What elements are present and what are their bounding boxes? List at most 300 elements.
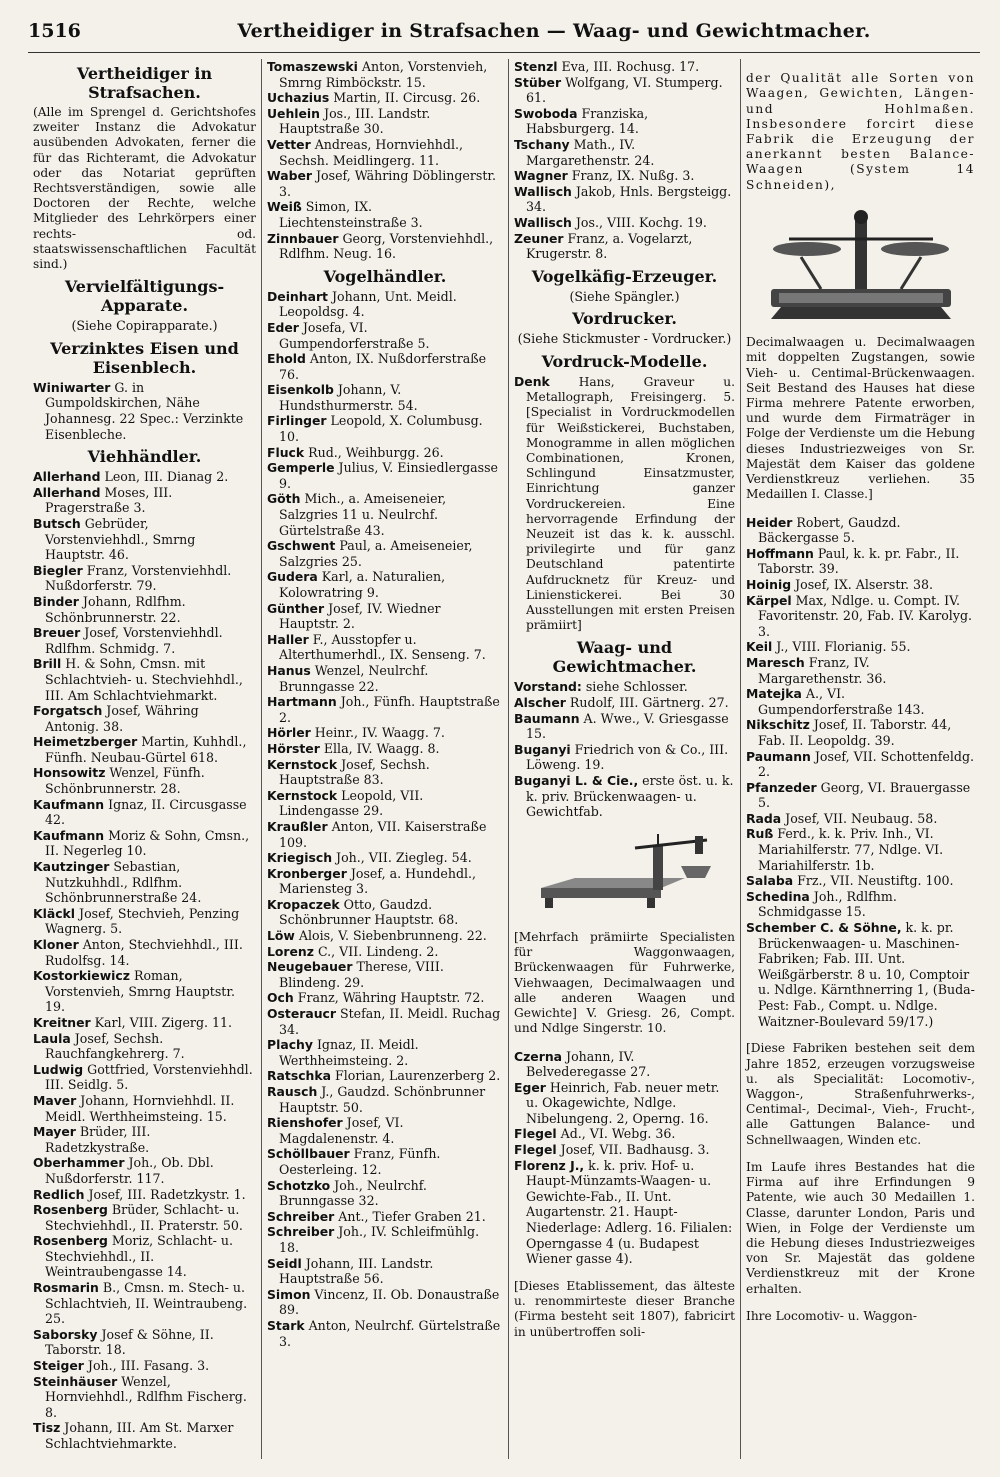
- list-item: [267, 289, 503, 320]
- entry-list: [746, 515, 975, 1030]
- entry-name: Alscher: [514, 694, 566, 710]
- entry-text: Ant., Tiefer Graben 21.: [334, 1208, 486, 1224]
- entry-name: Rosmarin: [33, 1280, 99, 1296]
- entry-name: Flegel: [514, 1126, 557, 1142]
- entry-name: Kautzinger: [33, 859, 110, 875]
- entry-name: Eisenkolb: [267, 382, 334, 398]
- balance-scale-icon: [761, 205, 961, 323]
- list-item: [267, 351, 503, 382]
- entry-text: C., VII. Lindeng. 2.: [313, 943, 439, 959]
- list-item: [33, 765, 256, 796]
- entry-name: Steinhäuser: [33, 1373, 118, 1389]
- list-item: [33, 516, 256, 563]
- entry-name: Flegel: [514, 1142, 557, 1158]
- section-heading: Vordrucker.: [572, 309, 677, 329]
- list-item: [33, 734, 256, 765]
- entry-name: Butsch: [33, 515, 81, 531]
- entry-name: Kernstock: [267, 756, 338, 772]
- list-item: [267, 90, 503, 106]
- list-item: [33, 380, 256, 442]
- entry-name: Florenz J.,: [514, 1157, 585, 1173]
- entry-text: Vincenz, II. Ob. Donaustraße 89.: [279, 1286, 500, 1318]
- entry-name: Simon: [267, 1286, 311, 1302]
- advertisement-text: [Dieses Etablissement, das älteste u. renommirteste dieser Branche (Firma besteht seit 1807), fabricirt in unübertroffen soli-: [514, 1279, 735, 1339]
- entry-name: Günther: [267, 600, 325, 616]
- entry-text: Franz, IV. Margarethenstr. 36.: [758, 654, 887, 686]
- column-1: [28, 59, 262, 1459]
- list-item: [267, 788, 503, 819]
- entry-name: Wallisch: [514, 183, 572, 199]
- entry-name: Mayer: [33, 1124, 76, 1140]
- entry-text: Andreas, Hornviehhdl., Sechsh. Meidlingerg. 11.: [279, 136, 464, 168]
- columns: [28, 59, 980, 1459]
- entry-text: Leopold, X. Columbusg. 10.: [279, 413, 483, 445]
- cross-reference: (Siehe Copirapparate.): [71, 318, 218, 334]
- entry-text: Max, Ndlge. u. Compt. IV. Favoritenstr. 20, Fab. IV. Karolyg. 3.: [758, 592, 973, 639]
- entry-text: J., VIII. Florianig. 55.: [772, 639, 911, 655]
- list-item: [267, 928, 503, 944]
- entry-name: Buganyi L. & Cie.,: [514, 772, 639, 788]
- entry-name: Gudera: [267, 569, 318, 585]
- entry-text: Paul, k. k. pr. Fabr., II. Taborstr. 39.: [758, 545, 960, 577]
- section-description: (Alle im Sprengel d. Gerichtshofes zweiter Instanz die Advokatur ausübenden Advokaten, ferner die für das Richteramt, die Advokatur oder das Notariat geprüften Rechtsverständigen, sowie alle Doctoren der Rechte, welche Mitglieder des Lehrkörpers einer rechts- od. staatswissenschaftlichen Facultät sind.): [33, 105, 256, 272]
- entry-text: A., VI. Gumpendorferstraße 143.: [758, 686, 925, 717]
- entry-text: Friedrich von & Co., III. Löweng. 19.: [526, 741, 729, 773]
- entry-text: Julius, V. Einsiedlergasse 9.: [279, 460, 499, 491]
- list-item: [267, 1287, 503, 1318]
- entry-text: Brüder, III. Radetzkystraße.: [45, 1124, 151, 1155]
- entry-text: Hans, Graveur u. Metallograph, Freisingerg. 5. [Specialist in Vordruckmodellen für Weißstickerei, Buchstaben, Monogramme in allen möglichen Combinationen, Kronen, Schlingund Einsatzmuster, Einrichtung ganzer Vordruckereien. Eine hervorragende Erfindung der Neuzeit ist das k. k. ausschl. privilegirte und für ganz Deutschland patentirte Aufdrucknetz für Kreuz- und Linienstickerei. Bei 30 Ausstellungen mit ersten Preisen prämiirt]: [526, 374, 735, 633]
- entry-name: Maresch: [746, 654, 805, 670]
- list-item: [33, 1374, 256, 1421]
- list-item: [267, 320, 503, 351]
- entry-name: Rausch: [267, 1084, 318, 1099]
- entry-list: [33, 469, 256, 1451]
- entry-name: Maver: [33, 1092, 77, 1108]
- entry-name: Heider: [746, 514, 793, 530]
- entry-text: Josef, Stechvieh, Penzing Wagnerg. 5.: [45, 905, 240, 937]
- entry-name: Hoffmann: [746, 545, 814, 561]
- entry-name: Kloner: [33, 937, 79, 953]
- list-item: [746, 780, 975, 811]
- entry-text: Franz, Währing Hauptstr. 72.: [293, 990, 485, 1006]
- entry-text: Martin, Kuhhdl., Fünfh. Neubau-Gürtel 618.: [45, 734, 247, 765]
- entry-text: Wolfgang, VI. Stumperg. 61.: [526, 74, 723, 106]
- entry-name: Allerhand: [33, 469, 101, 485]
- section-heading: Verzinktes Eisen und Eisenblech.: [50, 338, 239, 377]
- entry-text: Josef, VII. Neubaug. 58.: [781, 810, 938, 826]
- list-item: [267, 757, 503, 788]
- list-item: [267, 632, 503, 663]
- entry-text: Josef & Söhne, II. Taborstr. 18.: [45, 1326, 214, 1358]
- entry-name: Binder: [33, 593, 79, 609]
- entry-text: Heinr., IV. Waagg. 7.: [310, 725, 445, 741]
- list-item: [267, 850, 503, 866]
- entry-name: Tisz: [33, 1420, 61, 1436]
- list-item: [267, 1256, 503, 1287]
- advertisement-text: Decimalwaagen u. Decimalwaagen mit doppelten Zugstangen, sowie Vieh- u. Centimal-Brückenwaagen. Seit Bestand des Hauses hat diese Firma mehrere Patente erworben, und wurde dem Firmaträger in Folge der Verdienste um die Hebung dieses Industriezweiges von Sr. Majestät dem Kaiser das goldene Verdienstkreuz verliehen. 35 Medaillen I. Classe.]: [746, 335, 975, 502]
- entry-text: Florian, Laurenzerberg 2.: [330, 1068, 501, 1084]
- list-item: [33, 1155, 256, 1186]
- entry-text: A. Wwe., V. Griesgasse 15.: [526, 710, 729, 742]
- list-item: [514, 1080, 735, 1127]
- list-item: [267, 1037, 503, 1068]
- entry-name: Nikschitz: [746, 717, 810, 733]
- entry-text: Josef, a. Hundehdl., Mariensteg 3.: [279, 865, 477, 897]
- entry-name: Hartmann: [267, 694, 337, 710]
- list-item: [267, 1224, 503, 1255]
- entry-name: Stüber: [514, 74, 562, 90]
- list-item: [514, 773, 735, 820]
- entry-name: Hanus: [267, 662, 311, 678]
- entry-text: Therese, VIII. Blindeng. 29.: [279, 959, 444, 990]
- list-item: [514, 1126, 735, 1142]
- list-item: [267, 382, 503, 413]
- entry-name: Buganyi: [514, 741, 571, 757]
- list-item: [267, 1115, 503, 1146]
- entry-text: Moriz & Sohn, Cmsn., II. Negerleg 10.: [45, 827, 250, 859]
- entry-text: Karl, a. Naturalien, Kolowratring 9.: [279, 569, 446, 600]
- entry-text: Josef, Währing Antonig. 38.: [45, 703, 199, 734]
- entry-text: Moriz, Schlacht- u. Stechviehhdl., II. Weintraubengasse 14.: [45, 1233, 234, 1280]
- list-item: [33, 656, 256, 703]
- entry-name: Waber: [267, 168, 312, 184]
- list-item: [746, 593, 975, 640]
- entry-name: Laula: [33, 1030, 71, 1046]
- entry-text: Martin, II. Circusg. 26.: [329, 90, 481, 106]
- entry-text: Johann, III. Am St. Marxer Schlachtviehmarkte.: [45, 1420, 234, 1452]
- list-item: [33, 968, 256, 1015]
- entry-text: Franz, IX. Nußg. 3.: [567, 168, 695, 184]
- list-item: [267, 1318, 503, 1349]
- page-header: [28, 20, 980, 53]
- entry-text: Joh., Rdlfhm. Schmidgasse 15.: [758, 888, 897, 920]
- entry-text: Heinrich, Fab. neuer metr. u. Okagewichte, Ndlge. Nibelungeng. 2, Operng. 16.: [526, 1079, 720, 1126]
- list-item: [33, 937, 256, 968]
- entry-name: Kraußler: [267, 818, 328, 834]
- list-item: [267, 1178, 503, 1209]
- entry-text: Anton, Stechviehhdl., III. Rudolfsg. 14.: [45, 937, 243, 968]
- entry-text: Leopold, VII. Lindengasse 29.: [279, 787, 424, 819]
- column-4: [741, 59, 980, 1459]
- list-item: [514, 215, 735, 231]
- page-number: 1516: [28, 20, 81, 42]
- list-item: [33, 1015, 256, 1031]
- entry-name: Schreiber: [267, 1224, 335, 1240]
- entry-text: Johann, IV. Belvederegasse 27.: [526, 1048, 651, 1080]
- list-item: [267, 199, 503, 230]
- list-item: [33, 563, 256, 594]
- section-heading: Viehhändler.: [87, 447, 202, 467]
- list-item: [746, 686, 975, 717]
- entry-text: Robert, Gaudzd. Bäckergasse 5.: [758, 514, 901, 546]
- entry-name: Eger: [514, 1079, 546, 1095]
- list-item: [514, 231, 735, 262]
- entry-name: Deinhart: [267, 288, 328, 304]
- entry-text: Rud., Weihburgg. 26.: [304, 444, 444, 460]
- entry-text: Franz, Fünfh. Oesterleing. 12.: [279, 1146, 441, 1177]
- entry-name: Schedina: [746, 888, 810, 904]
- entry-text: Joh., Neulrchf. Brunngasse 32.: [279, 1177, 427, 1209]
- entry-text: Franziska, Habsburgerg. 14.: [526, 105, 649, 137]
- entry-text: Johann, Unt. Meidl. Leopoldsg. 4.: [279, 288, 457, 320]
- entry-text: Sebastian, Nutzkuhhdl., Rdlfhm. Schönbrunnerstraße 24.: [45, 859, 202, 906]
- list-item: [267, 663, 503, 694]
- entry-text: k. k. priv. Hof- u. Haupt-Münzamts-Waagen- u. Gewichte-Fab., II. Unt. Augartenstr. 21. Haupt-Niederlage: Adlerg. 16. Filialen: Operngasse 4 (u. Budapest Wiener gasse 4).: [526, 1157, 733, 1267]
- entry-text: H. & Sohn, Cmsn. mit Schlachtvieh- u. Stechviehhdl., III. Am Schlachtviehmarkt.: [45, 656, 243, 703]
- list-item: [33, 906, 256, 937]
- entry-name: Swoboda: [514, 105, 578, 121]
- list-item: [514, 711, 735, 742]
- advertisement-text: Im Laufe ihres Bestandes hat die Firma auf ihre Erfindungen 9 Patente, wie auch 30 Medaillen 1. Classe, darunter London, Paris und Wien, in Folge der Verdienste um die Hebung dieses Industriezweiges von Sr. Majestät das goldene Verdienstkreuz mit der Krone erhalten.: [746, 1160, 975, 1296]
- entry-name: Ludwig: [33, 1061, 84, 1077]
- entry-text: Alois, V. Siebenbrunneng. 22.: [294, 928, 487, 944]
- entry-name: Ratschka: [267, 1068, 331, 1084]
- entry-name: Wagner: [514, 168, 568, 184]
- entry-name: Wallisch: [514, 214, 572, 230]
- list-item: [33, 859, 256, 906]
- entry-name: Rienshofer: [267, 1115, 343, 1131]
- entry-list: [33, 380, 256, 442]
- entry-text: Joh., III. Fasang. 3.: [83, 1358, 210, 1374]
- list-item: [267, 59, 503, 90]
- list-item: [267, 819, 503, 850]
- list-item: [514, 168, 735, 184]
- list-item: [267, 168, 503, 199]
- entry-text: Joh., VII. Ziegleg. 54.: [332, 850, 472, 866]
- list-item: [514, 1158, 735, 1267]
- entry-text: Mich., a. Ameiseneier, Salzgries 11 u. Neulrchf. Gürtelstraße 43.: [279, 491, 447, 538]
- entry-text: G. in Gumpoldskirchen, Nähe Johannesg. 22 Spec.: Verzinkte Eisenbleche.: [45, 379, 244, 442]
- list-item: [267, 741, 503, 757]
- section-heading: Vertheidiger in Strafsachen.: [76, 64, 213, 102]
- entry-text: Joh., Fünfh. Hauptstraße 2.: [279, 694, 500, 725]
- entry-name: Oberhammer: [33, 1155, 125, 1171]
- column-3: [509, 59, 741, 1459]
- entry-name: Ruß: [746, 826, 774, 842]
- entry-text: Anton, VII. Kaiserstraße 109.: [279, 818, 487, 850]
- list-item: [267, 1146, 503, 1177]
- entry-name: Firlinger: [267, 413, 327, 429]
- entry-list: [514, 1049, 735, 1267]
- entry-text: Josef, IV. Wiedner Hauptstr. 2.: [279, 600, 441, 632]
- entry-name: Rosenberg: [33, 1202, 108, 1218]
- entry-name: Czerna: [514, 1048, 563, 1064]
- entry-text: Eva, III. Rochusg. 17.: [557, 59, 700, 74]
- entry-name: Tschany: [514, 136, 570, 152]
- entry-name: Steiger: [33, 1358, 84, 1374]
- entry-name: Biegler: [33, 562, 83, 578]
- list-item: [267, 231, 503, 262]
- entry-text: Ad., VI. Webg. 36.: [556, 1126, 676, 1142]
- list-item: [746, 546, 975, 577]
- entry-name: Forgatsch: [33, 703, 103, 719]
- list-item: [514, 137, 735, 168]
- entry-name: Rada: [746, 810, 782, 826]
- list-item: [746, 889, 975, 920]
- entry-name: Fluck: [267, 444, 305, 460]
- list-item: [33, 703, 256, 734]
- list-item: [746, 826, 975, 873]
- entry-text: Rudolf, III. Gärtnerg. 27.: [565, 694, 729, 710]
- list-item: [746, 577, 975, 593]
- entry-text: Josef, VI. Magdalenenstr. 4.: [279, 1115, 404, 1146]
- entry-name: Honsowitz: [33, 765, 106, 781]
- entry-name: Allerhand: [33, 484, 101, 500]
- list-item: [514, 59, 735, 75]
- entry-name: Löw: [267, 928, 295, 944]
- advertisement-text: Ihre Locomotiv- u. Waggon-: [746, 1309, 917, 1324]
- entry-text: Jos., VIII. Kochg. 19.: [571, 214, 707, 230]
- list-item: [33, 1202, 256, 1233]
- entry-name: Vetter: [267, 136, 311, 152]
- list-item: [267, 725, 503, 741]
- list-item: [33, 485, 256, 516]
- entry-list: [267, 289, 503, 1349]
- list-item: [267, 569, 503, 600]
- entry-text: Josef, Sechsh. Rauchfangkehrerg. 7.: [45, 1030, 185, 1062]
- list-item: [746, 920, 975, 1029]
- column-2: [262, 59, 509, 1459]
- entry-name: Gemperle: [267, 460, 335, 476]
- list-item: [267, 1006, 503, 1037]
- entry-name: Schember C. & Söhne,: [746, 920, 902, 936]
- list-item: [514, 1049, 735, 1080]
- entry-text: Josef, IX. Alserstr. 38.: [791, 576, 934, 592]
- entry-name: Kernstock: [267, 787, 338, 803]
- entry-text: Karl, VIII. Zigerg. 11.: [90, 1014, 233, 1030]
- entry-text: Anton, Vorstenvieh, Smrng Rimböckstr. 15.: [279, 59, 488, 90]
- list-item: [746, 873, 975, 889]
- entry-name: Brill: [33, 656, 62, 672]
- list-item: [33, 1093, 256, 1124]
- entry-name: Osteraucr: [267, 1006, 336, 1022]
- entry-text: Josef, Währing Döblingerstr. 3.: [279, 168, 497, 199]
- entry-text: Math., IV. Margarethenstr. 24.: [526, 136, 655, 168]
- entry-name: Seidl: [267, 1255, 302, 1271]
- entry-text: Josef, II. Taborstr. 44, Fab. II. Leopoldg. 39.: [758, 717, 952, 748]
- entry-text: Johann, Rdlfhm. Schönbrunnerstr. 22.: [45, 593, 186, 625]
- entry-name: Zinnbauer: [267, 230, 339, 246]
- entry-name: Vorstand:: [514, 679, 582, 695]
- entry-text: Josef, VII. Badhausg. 3.: [556, 1142, 710, 1158]
- advertisement-text: der Qualität alle Sorten von Waagen, Gewichten, Längen- und Hohlmaßen. Insbesondere forcirt diese Fabrik die Erzeugung der anerkannt besten Balance-Waagen (System 14 Schneiden),: [746, 71, 975, 192]
- entry-name: Stark: [267, 1317, 305, 1333]
- entry-name: Plachy: [267, 1037, 313, 1053]
- entry-text: Gebrüder, Vorstenviehhdl., Smrng Hauptstr. 46.: [45, 515, 196, 563]
- entry-text: erste öst. u. k. k. priv. Brückenwaagen- u. Gewichtfab.: [526, 772, 734, 820]
- list-item: [33, 1124, 256, 1155]
- entry-name: Schotzko: [267, 1177, 331, 1193]
- entry-name: Gschwent: [267, 538, 336, 554]
- entry-denk: [514, 374, 735, 633]
- list-item: [746, 639, 975, 655]
- entry-name: Schöllbauer: [267, 1146, 350, 1162]
- entry-text: Wenzel, Neulrchf. Brunngasse 22.: [279, 662, 429, 694]
- entry-text: Wenzel, Hornviehhdl., Rdlfhm Fischerg. 8.: [45, 1373, 247, 1420]
- list-item: [746, 717, 975, 748]
- list-item: [33, 1031, 256, 1062]
- list-item: [267, 1209, 503, 1225]
- entry-text: Ignaz, II. Meidl. Werthheimsteing. 2.: [279, 1037, 419, 1068]
- entry-text: Simon, IX. Liechtensteinstraße 3.: [279, 199, 423, 230]
- entry-list: [514, 59, 735, 262]
- list-item: [33, 828, 256, 859]
- entry-name: Redlich: [33, 1186, 85, 1202]
- list-item: [514, 75, 735, 106]
- entry-name: Ehold: [267, 351, 306, 367]
- list-item: [267, 445, 503, 461]
- entry-name: Kärpel: [746, 592, 792, 608]
- entry-text: Otto, Gaudzd. Schönbrunner Hauptstr. 68.: [279, 896, 459, 928]
- list-item: [746, 515, 975, 546]
- list-item: [514, 106, 735, 137]
- list-item: [33, 1327, 256, 1358]
- entry-name: Pfanzeder: [746, 779, 817, 795]
- entry-text: B., Cmsn. m. Stech- u. Schlachtvieh, II. Weintraubeng. 25.: [45, 1280, 248, 1327]
- section-heading: Vogelkäfig-Erzeuger.: [531, 266, 718, 286]
- list-item: [33, 1420, 256, 1451]
- entry-text: Georg, VI. Brauergasse 5.: [758, 779, 971, 811]
- entry-name: Lorenz: [267, 943, 314, 959]
- entry-text: Jakob, Hnls. Bergsteigg. 34.: [526, 183, 732, 215]
- entry-name: Salaba: [746, 873, 794, 889]
- entry-name: Baumann: [514, 710, 580, 726]
- entry-text: Ella, IV. Waagg. 8.: [319, 740, 440, 756]
- list-item: [267, 1084, 503, 1115]
- entry-name: Zeuner: [514, 230, 564, 246]
- list-item: [267, 137, 503, 168]
- list-item: [33, 1187, 256, 1203]
- list-item: [514, 695, 735, 711]
- entry-text: Ferd., k. k. Priv. Inh., VI. Mariahilferstr. 77, Ndlge. VI. Mariahilferstr. 1b.: [758, 826, 944, 873]
- platform-scale-icon: [535, 826, 715, 918]
- section-heading: Vogelhändler.: [323, 266, 447, 286]
- entry-text: Georg, Vorstenviehhdl., Rdlfhm. Neug. 16.: [279, 230, 494, 262]
- entry-text: Roman, Vorstenvieh, Smrng Hauptstr. 19.: [45, 968, 235, 1015]
- entry-name: Uchazius: [267, 90, 330, 106]
- entry-name: Breuer: [33, 625, 81, 641]
- list-item: [267, 897, 503, 928]
- entry-text: J., Gaudzd. Schönbrunner Hauptstr. 50.: [279, 1084, 486, 1115]
- entry-name: Haller: [267, 631, 309, 647]
- entry-list: [267, 59, 503, 262]
- list-item: [514, 184, 735, 215]
- list-item: [267, 538, 503, 569]
- entry-text: Paul, a. Ameiseneier, Salzgries 25.: [279, 538, 473, 569]
- entry-text: Stefan, II. Meidl. Ruchag 34.: [279, 1006, 501, 1037]
- entry-name: Kaufmann: [33, 796, 105, 812]
- advertisement-text: [Diese Fabriken bestehen seit dem Jahre 1852, erzeugen vorzugsweise u. als Specialität: Locomotiv-, Waggon-, Straßenfuhrwerks-, Centimal-, Decimal-, Vieh-, Frucht-, alle Gattungen Balance- und Schnellwaagen, Winden etc.: [746, 1041, 975, 1147]
- entry-text: Josef, III. Radetzkystr. 1.: [84, 1186, 246, 1202]
- balance-illustration: [746, 205, 975, 323]
- entry-text: Johann, III. Landstr. Hauptstraße 56.: [279, 1255, 434, 1287]
- entry-name: Hoinig: [746, 576, 792, 592]
- list-item: [267, 959, 503, 990]
- list-item: [33, 469, 256, 485]
- entry-name: Kreitner: [33, 1014, 91, 1030]
- entry-text: Brüder, Schlacht- u. Stechviehhdl., II. Praterstr. 50.: [45, 1202, 243, 1233]
- entry-name: Saborsky: [33, 1326, 98, 1342]
- list-item: [514, 1142, 735, 1158]
- entry-text: Joh., Ob. Dbl. Nußdorferstr. 117.: [45, 1155, 214, 1186]
- entry-text: Gottfried, Vorstenviehhdl. III. Seidlg. 5.: [45, 1061, 253, 1093]
- section-heading: Waag- und Gewichtmacher.: [552, 638, 697, 677]
- scale-illustration: [514, 826, 735, 918]
- entry-name: Neugebauer: [267, 959, 353, 975]
- entry-name: Weiß: [267, 199, 302, 215]
- entry-text: Josef, Sechsh. Hauptstraße 83.: [279, 756, 430, 788]
